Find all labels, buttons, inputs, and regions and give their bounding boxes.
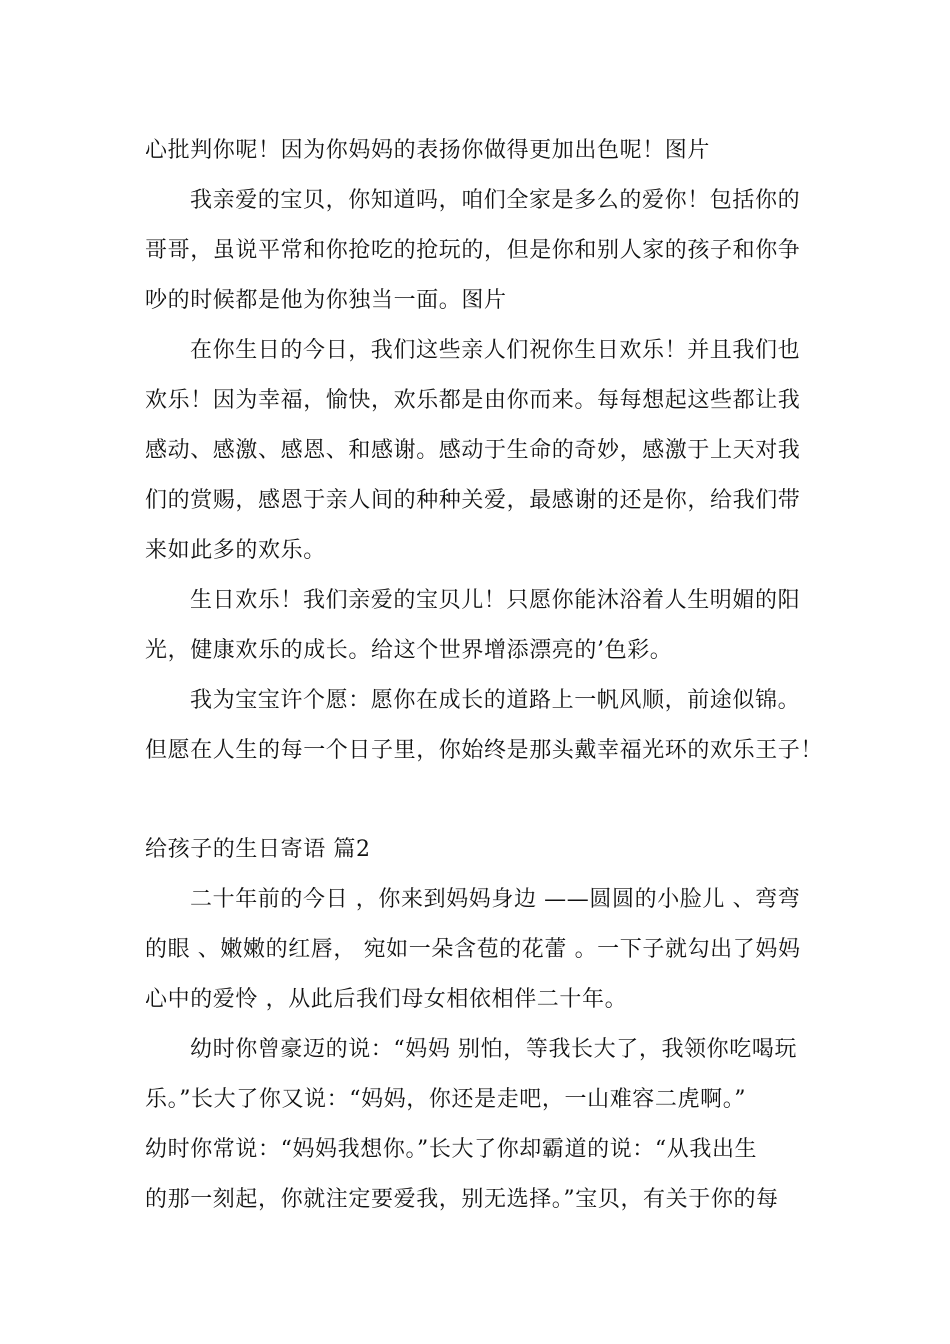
section-heading: 给孩子的生日寄语 篇2	[145, 837, 371, 862]
text-line: 但愿在人生的每一个日子里，你始终是那头戴幸福光环的欢乐王子！	[145, 738, 824, 763]
paragraph-start-line: 我亲爱的宝贝，你知道吗，咱们全家是多么的爱你！包括你的	[190, 188, 801, 213]
text-line: 幼时你常说：“妈妈我想你。”长大了你却霸道的说：“从我出生	[145, 1137, 758, 1162]
paragraph-start-line: 生日欢乐！我们亲爱的宝贝儿！只愿你能沐浴着人生明媚的阳	[190, 588, 801, 613]
text-line: 感动、感激、感恩、和感谢。感动于生命的奇妙，感激于上天对我	[145, 438, 801, 463]
paragraph-start-line: 二十年前的今日 ，你来到妈妈身边 ——圆圆的小脸儿 、弯弯	[190, 887, 801, 912]
text-line: 乐。”长大了你又说：“妈妈，你还是走吧，一山难容二虎啊。”	[145, 1087, 747, 1112]
text-line: 哥哥，虽说平常和你抢吃的抢玩的，但是你和别人家的孩子和你争	[145, 238, 801, 263]
text-line: 心批判你呢！因为你妈妈的表扬你做得更加出色呢！图片	[145, 138, 711, 163]
text-line: 吵的时候都是他为你独当一面。图片	[145, 288, 507, 313]
text-line: 的那一刻起，你就注定要爱我，别无选择。”宝贝，有关于你的每	[145, 1187, 779, 1212]
text-line: 们的赏赐，感恩于亲人间的种种关爱，最感谢的还是你，给我们带	[145, 488, 801, 513]
paragraph-start-line: 在你生日的今日，我们这些亲人们祝你生日欢乐！并且我们也	[190, 338, 801, 363]
text-line: 来如此多的欢乐。	[145, 538, 326, 563]
paragraph-start-line: 我为宝宝许个愿：愿你在成长的道路上一帆风顺，前途似锦。	[190, 688, 801, 713]
text-line: 的眼 、嫩嫩的红唇， 宛如一朵含苞的花蕾 。一下子就勾出了妈妈	[145, 937, 801, 962]
text-line: 心中的爱怜 ，从此后我们母女相依相伴二十年。	[145, 987, 628, 1012]
paragraph-start-line: 幼时你曾豪迈的说：“妈妈 别怕，等我长大了，我领你吃喝玩	[190, 1037, 798, 1062]
text-line: 光，健康欢乐的成长。给这个世界增添漂亮的’色彩。	[145, 638, 673, 663]
text-line: 欢乐！因为幸福，愉快，欢乐都是由你而来。每每想起这些都让我	[145, 388, 801, 413]
